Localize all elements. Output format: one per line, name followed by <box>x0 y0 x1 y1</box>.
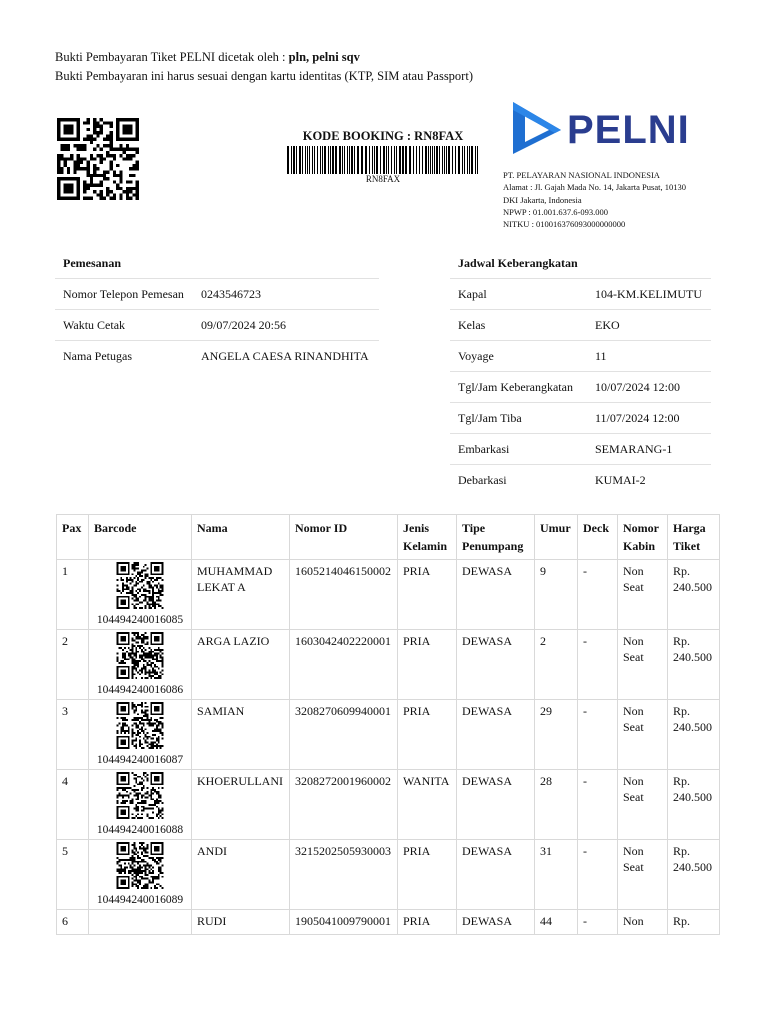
info-value: 0243546723 <box>193 279 379 310</box>
passenger-id: 1603042402220001 <box>290 630 398 700</box>
col-tipe-label-2: Penumpang <box>462 539 524 553</box>
passenger-gender: WANITA <box>398 770 457 840</box>
jadwal-heading: Jadwal Keberangkatan <box>450 248 711 279</box>
col-harga-label-2: Tiket <box>673 539 701 553</box>
passenger-cabin-line-1: Non <box>623 774 644 788</box>
passenger-cabin-line-1: Non <box>623 844 644 858</box>
passenger-deck: - <box>578 840 618 910</box>
booking-code-block <box>283 129 483 184</box>
passenger-age: 31 <box>535 840 578 910</box>
col-harga-tiket <box>668 515 720 560</box>
passenger-cabin <box>618 700 668 770</box>
col-nama: Nama <box>192 515 290 560</box>
col-nomor-id: Nomor ID <box>290 515 398 560</box>
passenger-barcode <box>89 700 192 770</box>
passenger-id: 1905041009790001 <box>290 910 398 935</box>
info-value: 09/07/2024 20:56 <box>193 310 379 341</box>
pax-number: 3 <box>57 700 89 770</box>
passenger-deck: - <box>578 770 618 840</box>
company-npwp: NPWP : 01.001.637.6-093.000 <box>503 206 608 217</box>
passenger-barcode-number: 104494240016087 <box>96 753 184 766</box>
passenger-name <box>192 910 290 935</box>
info-label: Kelas <box>450 310 587 341</box>
passenger-age: 9 <box>535 560 578 630</box>
info-row <box>450 310 711 341</box>
passenger-age: 44 <box>535 910 578 935</box>
svg-text:PELNI: PELNI <box>567 108 690 152</box>
info-label: Nomor Telepon Pemesan <box>55 279 193 310</box>
info-row <box>450 434 711 465</box>
passenger-id: 3208272001960002 <box>290 770 398 840</box>
booking-code-text: RN8FAX <box>365 174 401 184</box>
passenger-id: 3215202505930003 <box>290 840 398 910</box>
passenger-price <box>668 560 720 630</box>
info-label: Waktu Cetak <box>55 310 193 341</box>
passenger-row <box>57 770 720 840</box>
passenger-gender: PRIA <box>398 840 457 910</box>
pax-number: 2 <box>57 630 89 700</box>
passenger-name-line-1: MUHAMMAD <box>197 564 273 578</box>
passenger-qr-icon <box>116 562 164 609</box>
passenger-gender: PRIA <box>398 560 457 630</box>
pax-number: 6 <box>57 910 89 935</box>
info-row <box>450 341 711 372</box>
passenger-cabin-line-1: Non <box>623 914 644 928</box>
pax-number: 4 <box>57 770 89 840</box>
passenger-name-line-2: LEKAT A <box>197 579 246 594</box>
passenger-price-line-1: Rp. <box>673 914 691 928</box>
passenger-barcode <box>89 560 192 630</box>
col-kabin-label-1: Nomor <box>623 521 659 535</box>
col-deck: Deck <box>578 515 618 560</box>
passenger-cabin-line-2: Seat <box>623 789 644 804</box>
passenger-type: DEWASA <box>457 560 535 630</box>
booking-qr-code-icon <box>55 118 141 205</box>
passenger-age: 28 <box>535 770 578 840</box>
passenger-barcode <box>89 770 192 840</box>
info-row <box>450 465 711 496</box>
passenger-price-line-1: Rp. <box>673 844 691 858</box>
passenger-price-line-1: Rp. <box>673 774 691 788</box>
passenger-qr-icon <box>116 632 164 679</box>
passenger-price-line-1: Rp. <box>673 634 691 648</box>
passenger-age: 2 <box>535 630 578 700</box>
passenger-barcode-number: 104494240016089 <box>96 893 184 906</box>
passenger-name <box>192 560 290 630</box>
passenger-name-line-1: SAMIAN <box>197 704 245 718</box>
passenger-qr-icon <box>116 842 164 889</box>
passenger-type: DEWASA <box>457 700 535 770</box>
passenger-age: 29 <box>535 700 578 770</box>
pax-number: 1 <box>57 560 89 630</box>
passenger-cabin <box>618 630 668 700</box>
passenger-price-line-2: 240.500 <box>673 789 712 804</box>
passenger-price-line-2: 240.500 <box>673 649 712 664</box>
jadwal-section <box>450 248 711 495</box>
passenger-id: 3208270609940001 <box>290 700 398 770</box>
printed-by-label: Bukti Pembayaran Tiket PELNI dicetak oleh : <box>55 50 289 64</box>
id-notice: Bukti Pembayaran ini harus sesuai dengan kartu identitas (KTP, SIM atau Passport) <box>55 69 473 83</box>
info-row <box>55 310 379 341</box>
col-jenis-label-2: Kelamin <box>403 539 447 553</box>
info-value: 104-KM.KELIMUTU <box>587 279 711 310</box>
passenger-cabin-line-2: Seat <box>623 859 644 874</box>
col-tipe-label-1: Tipe <box>462 521 486 535</box>
info-label: Voyage <box>450 341 587 372</box>
passenger-barcode <box>89 910 192 935</box>
company-name: PT. PELAYARAN NASIONAL INDONESIA <box>503 170 660 180</box>
passenger-deck: - <box>578 630 618 700</box>
passenger-cabin-line-1: Non <box>623 634 644 648</box>
pemesanan-heading: Pemesanan <box>55 248 379 279</box>
info-value: SEMARANG-1 <box>587 434 711 465</box>
passenger-barcode <box>89 840 192 910</box>
passenger-cabin <box>618 840 668 910</box>
passenger-deck: - <box>578 560 618 630</box>
info-label: Debarkasi <box>458 472 507 487</box>
company-address-1: Alamat : Jl. Gajah Mada No. 14, Jakarta Pusat, 10130 <box>503 182 686 193</box>
passenger-name-line-1: RUDI <box>197 914 227 928</box>
passenger-price-line-1: Rp. <box>673 564 691 578</box>
passenger-gender: PRIA <box>398 630 457 700</box>
passenger-table <box>56 514 720 935</box>
printed-by-line <box>55 48 473 67</box>
passenger-deck: - <box>578 700 618 770</box>
col-umur: Umur <box>535 515 578 560</box>
passenger-price <box>668 910 720 935</box>
info-row <box>55 279 379 310</box>
col-nomor-kabin <box>618 515 668 560</box>
passenger-gender: PRIA <box>398 910 457 935</box>
passenger-price-line-1: Rp. <box>673 704 691 718</box>
info-value: ANGELA CAESA RINANDHITA <box>201 348 369 363</box>
passenger-price-line-2: 240.500 <box>673 719 712 734</box>
info-value: 11/07/2024 12:00 <box>587 403 711 434</box>
passenger-price <box>668 770 720 840</box>
passenger-type: DEWASA <box>457 910 535 935</box>
booking-code-title: KODE BOOKING : RN8FAX <box>302 129 464 143</box>
col-kabin-label-2: Kabin <box>623 539 656 553</box>
passenger-cabin <box>618 560 668 630</box>
info-row <box>450 279 711 310</box>
info-label: Tgl/Jam Keberangkatan <box>450 372 587 403</box>
passenger-id: 1605214046150002 <box>290 560 398 630</box>
col-tipe-penumpang <box>457 515 535 560</box>
col-jenis-label-1: Jenis <box>403 521 430 535</box>
passenger-cabin-line-2: Seat <box>623 719 644 734</box>
passenger-type: DEWASA <box>457 770 535 840</box>
col-jenis-kelamin <box>398 515 457 560</box>
company-address-2: DKI Jakarta, Indonesia <box>503 194 582 205</box>
passenger-name <box>192 630 290 700</box>
col-barcode: Barcode <box>89 515 192 560</box>
pax-number: 5 <box>57 840 89 910</box>
col-pax: Pax <box>57 515 89 560</box>
info-row <box>55 341 379 372</box>
passenger-barcode-number: 104494240016088 <box>96 823 184 836</box>
passenger-cabin <box>618 910 668 935</box>
info-value: EKO <box>587 310 711 341</box>
passenger-table-header <box>57 515 720 560</box>
info-value: 11 <box>587 341 711 372</box>
info-row <box>450 372 711 403</box>
info-label: Tgl/Jam Tiba <box>450 403 587 434</box>
passenger-name-line-1: ANDI <box>197 844 227 858</box>
company-info <box>503 169 686 230</box>
passenger-row <box>57 840 720 910</box>
info-value: 10/07/2024 12:00 <box>587 372 711 403</box>
passenger-barcode-number: 104494240016085 <box>96 613 184 626</box>
print-header <box>55 48 473 86</box>
info-label: Nama Petugas <box>63 348 132 363</box>
passenger-deck: - <box>578 910 618 935</box>
passenger-qr-icon <box>116 702 164 749</box>
passenger-qr-icon <box>116 772 164 819</box>
passenger-cabin-line-2: Seat <box>623 649 644 664</box>
company-nitku: NITKU : 010016376093000000000 <box>503 219 626 230</box>
passenger-price <box>668 840 720 910</box>
booking-barcode-icon <box>285 146 481 174</box>
passenger-row <box>57 630 720 700</box>
passenger-cabin-line-1: Non <box>623 564 644 578</box>
passenger-barcode <box>89 630 192 700</box>
passenger-price-line-2: 240.500 <box>673 579 712 594</box>
pemesanan-section <box>55 248 379 371</box>
passenger-barcode-number: 104494240016086 <box>96 683 184 696</box>
passenger-row <box>57 910 720 935</box>
info-label: Embarkasi <box>450 434 587 465</box>
passenger-name <box>192 840 290 910</box>
passenger-price-line-2: 240.500 <box>673 859 712 874</box>
passenger-row <box>57 700 720 770</box>
passenger-name-line-1: ARGA LAZIO <box>197 634 270 648</box>
passenger-cabin-line-2: Seat <box>623 579 644 594</box>
passenger-cabin <box>618 770 668 840</box>
info-label: Kapal <box>450 279 587 310</box>
pelni-logo <box>511 100 705 163</box>
passenger-name-line-1: KHOERULLANI <box>197 774 283 788</box>
passenger-price <box>668 630 720 700</box>
info-row <box>450 403 711 434</box>
passenger-type: DEWASA <box>457 630 535 700</box>
passenger-cabin-line-1: Non <box>623 704 644 718</box>
printed-by-user: pln, pelni sqv <box>288 50 360 64</box>
passenger-name <box>192 770 290 840</box>
passenger-name <box>192 700 290 770</box>
passenger-gender: PRIA <box>398 700 457 770</box>
passenger-row <box>57 560 720 630</box>
info-value: KUMAI-2 <box>595 472 646 487</box>
passenger-price <box>668 700 720 770</box>
col-harga-label-1: Harga <box>673 521 706 535</box>
passenger-type: DEWASA <box>457 840 535 910</box>
